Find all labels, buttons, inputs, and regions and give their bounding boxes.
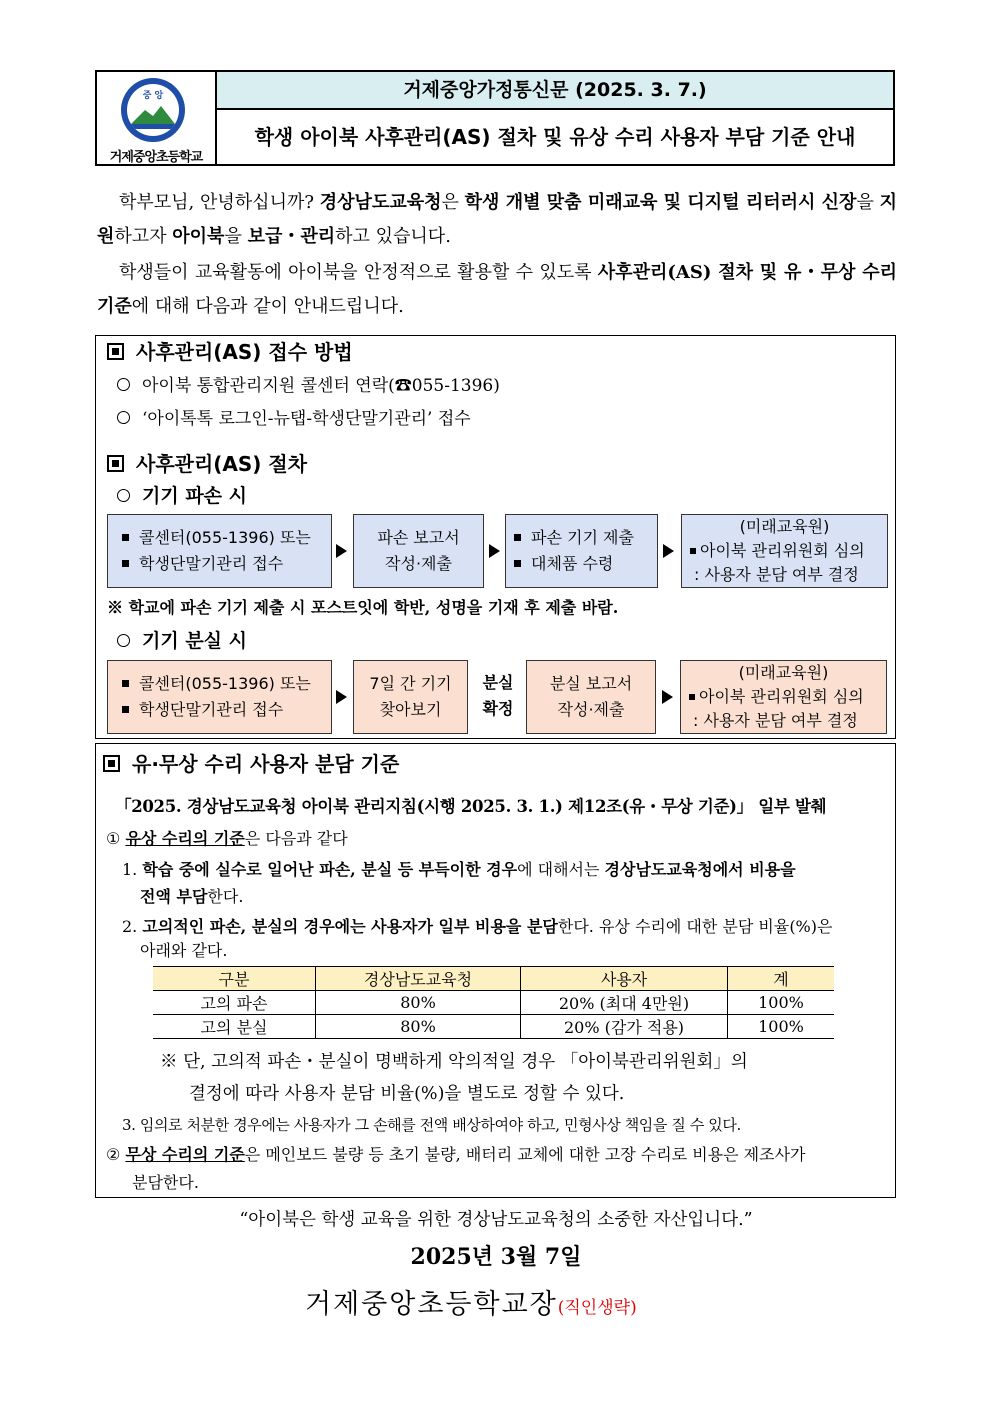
footer-quote: “아이북은 학생 교육을 위한 경상남도교육청의 소중한 자산입니다.” xyxy=(239,1210,753,1230)
cost-share-table xyxy=(153,966,834,1039)
arrow-right-icon xyxy=(663,544,674,558)
table-row xyxy=(153,991,834,1015)
criterion-2: ② 무상 수리의 기준은 메인보드 불량 등 초기 불량, 배터리 교체에 대한 고장 수리로 비용은 제조사가 xyxy=(106,1145,806,1164)
table-header: 경상남도교육청 xyxy=(316,967,521,991)
table-cell: 100% xyxy=(728,991,835,1015)
intro-paragraph-2: 학생들이 교육활동에 아이북을 안정적으로 활용할 수 있도록 사후관리(AS) 절차 및 유・무상 수리 기준에 대해 다음과 같이 안내드립니다. xyxy=(97,262,897,317)
table-row xyxy=(153,1015,834,1039)
school-logo xyxy=(121,78,185,142)
arrow-right-icon xyxy=(336,690,347,704)
as-process-heading: 사후관리(AS) 절차 xyxy=(107,448,307,477)
square-bullet-icon xyxy=(107,343,124,360)
loss-step-1: 콜센터(055-1396) 또는 학생단말기관리 접수 xyxy=(107,660,332,734)
circle-bullet-icon xyxy=(117,378,130,391)
table-cell: 고의 분실 xyxy=(153,1015,316,1039)
arrow-right-icon xyxy=(336,544,347,558)
loss-confirm-label: 분실 확정 xyxy=(482,673,514,718)
criterion-1-item-2-cont: 아래와 같다. xyxy=(140,941,228,960)
table-header: 구분 xyxy=(153,967,316,991)
criterion-1-item-2: 2. 고의적인 파손, 분실의 경우에는 사용자가 일부 비용을 분담한다. 유상 수리에 대한 분담 비율(%)은 xyxy=(122,917,833,936)
damage-step-4: (미래교육원) 아이북 관리위원회 심의 : 사용자 분담 여부 결정 xyxy=(681,514,888,588)
table-header-row xyxy=(153,967,834,991)
intro-paragraph-1: 학부모님, 안녕하십니까? 경상남도교육청은 학생 개별 맞춤 미래교육 및 디지털 리터러시 신장을 지원하고자 아이북을 보급・관리하고 있습니다. xyxy=(97,192,897,247)
criterion-2-cont: 분담한다. xyxy=(132,1173,199,1192)
seal-omitted: (직인생략) xyxy=(557,1298,637,1318)
table-cell: 20% (최대 4만원) xyxy=(521,991,728,1015)
loss-step-2: 7일 간 기기 찾아보기 xyxy=(353,660,468,734)
logo-school-name: 거제중앙초등학교 xyxy=(109,150,203,165)
table-header: 사용자 xyxy=(521,967,728,991)
damage-step-1: 콜센터(055-1396) 또는 학생단말기관리 접수 xyxy=(107,514,332,588)
cost-heading: 유·무상 수리 사용자 분담 기준 xyxy=(103,748,399,777)
loss-subheading: 기기 분실 시 xyxy=(117,626,247,653)
damage-subheading: 기기 파손 시 xyxy=(117,481,247,508)
criterion-1-item-1: 1. 학습 중에 실수로 일어난 파손, 분실 등 부득이한 경우에 대해서는 경상남도교육청에서 비용을 xyxy=(122,860,796,879)
damage-step-3: 파손 기기 제출 대체품 수령 xyxy=(505,514,658,588)
principal-name: 거제중앙초등학교장(직인생략) xyxy=(305,1289,637,1320)
table-cell: 20% (감가 적용) xyxy=(521,1015,728,1039)
arrow-right-icon xyxy=(489,544,500,558)
circle-bullet-icon xyxy=(117,634,130,647)
as-intake-item-2: ‘아이톡톡 로그인-뉴탭-학생단말기관리’ 접수 xyxy=(117,404,471,429)
logo-text: 중 앙 xyxy=(142,91,164,101)
table-cell: 100% xyxy=(728,1015,835,1039)
table-cell: 80% xyxy=(316,1015,521,1039)
mountain-icon xyxy=(127,84,179,136)
document-title: 학생 아이북 사후관리(AS) 절차 및 유상 수리 사용자 부담 기준 안내 xyxy=(254,125,856,149)
criterion-1: ① 유상 수리의 기준은 다음과 같다 xyxy=(106,829,348,848)
loss-step-4: (미래교육원) 아이북 관리위원회 심의 : 사용자 분담 여부 결정 xyxy=(680,660,887,734)
as-intake-item-1: 아이북 통합관리지원 콜센터 연락(☎055-1396) xyxy=(117,371,500,396)
footer-date: 2025년 3월 7일 xyxy=(410,1244,582,1270)
arrow-right-icon xyxy=(662,690,673,704)
damage-note: ※ 학교에 파손 기기 제출 시 포스트잇에 학반, 성명을 기재 후 제출 바람. xyxy=(107,598,619,617)
cost-note-line-1: ※ 단, 고의적 파손・분실이 명백하게 악의적일 경우 「아이북관리위원회」의 xyxy=(160,1052,748,1072)
criterion-1-item-1-cont: 전액 부담한다. xyxy=(140,887,244,906)
as-intake-heading: 사후관리(AS) 접수 방법 xyxy=(107,336,353,365)
document-header xyxy=(95,70,895,166)
guideline-excerpt: 「2025. 경상남도교육청 아이북 관리지침(시행 2025. 3. 1.) 제12조(유・무상 기준)」 일부 발췌 xyxy=(115,797,827,816)
table-header: 계 xyxy=(728,967,835,991)
loss-step-3: 분실 보고서 작성·제출 xyxy=(526,660,656,734)
damage-step-2: 파손 보고서 작성·제출 xyxy=(353,514,484,588)
criterion-1-item-3: 3. 임의로 처분한 경우에는 사용자가 그 손해를 전액 배상하여야 하고, 민형사상 책임을 질 수 있다. xyxy=(122,1116,741,1134)
square-bullet-icon xyxy=(103,755,120,772)
newsletter-title: 거제중앙가정통신문 (2025. 3. 7.) xyxy=(217,72,893,110)
square-bullet-icon xyxy=(107,455,124,472)
table-cell: 고의 파손 xyxy=(153,991,316,1015)
circle-bullet-icon xyxy=(117,411,130,424)
circle-bullet-icon xyxy=(117,489,130,502)
cost-note-line-2: 결정에 따라 사용자 분담 비율(%)을 별도로 정할 수 있다. xyxy=(189,1084,625,1104)
table-cell: 80% xyxy=(316,991,521,1015)
logo-cell xyxy=(97,72,217,164)
